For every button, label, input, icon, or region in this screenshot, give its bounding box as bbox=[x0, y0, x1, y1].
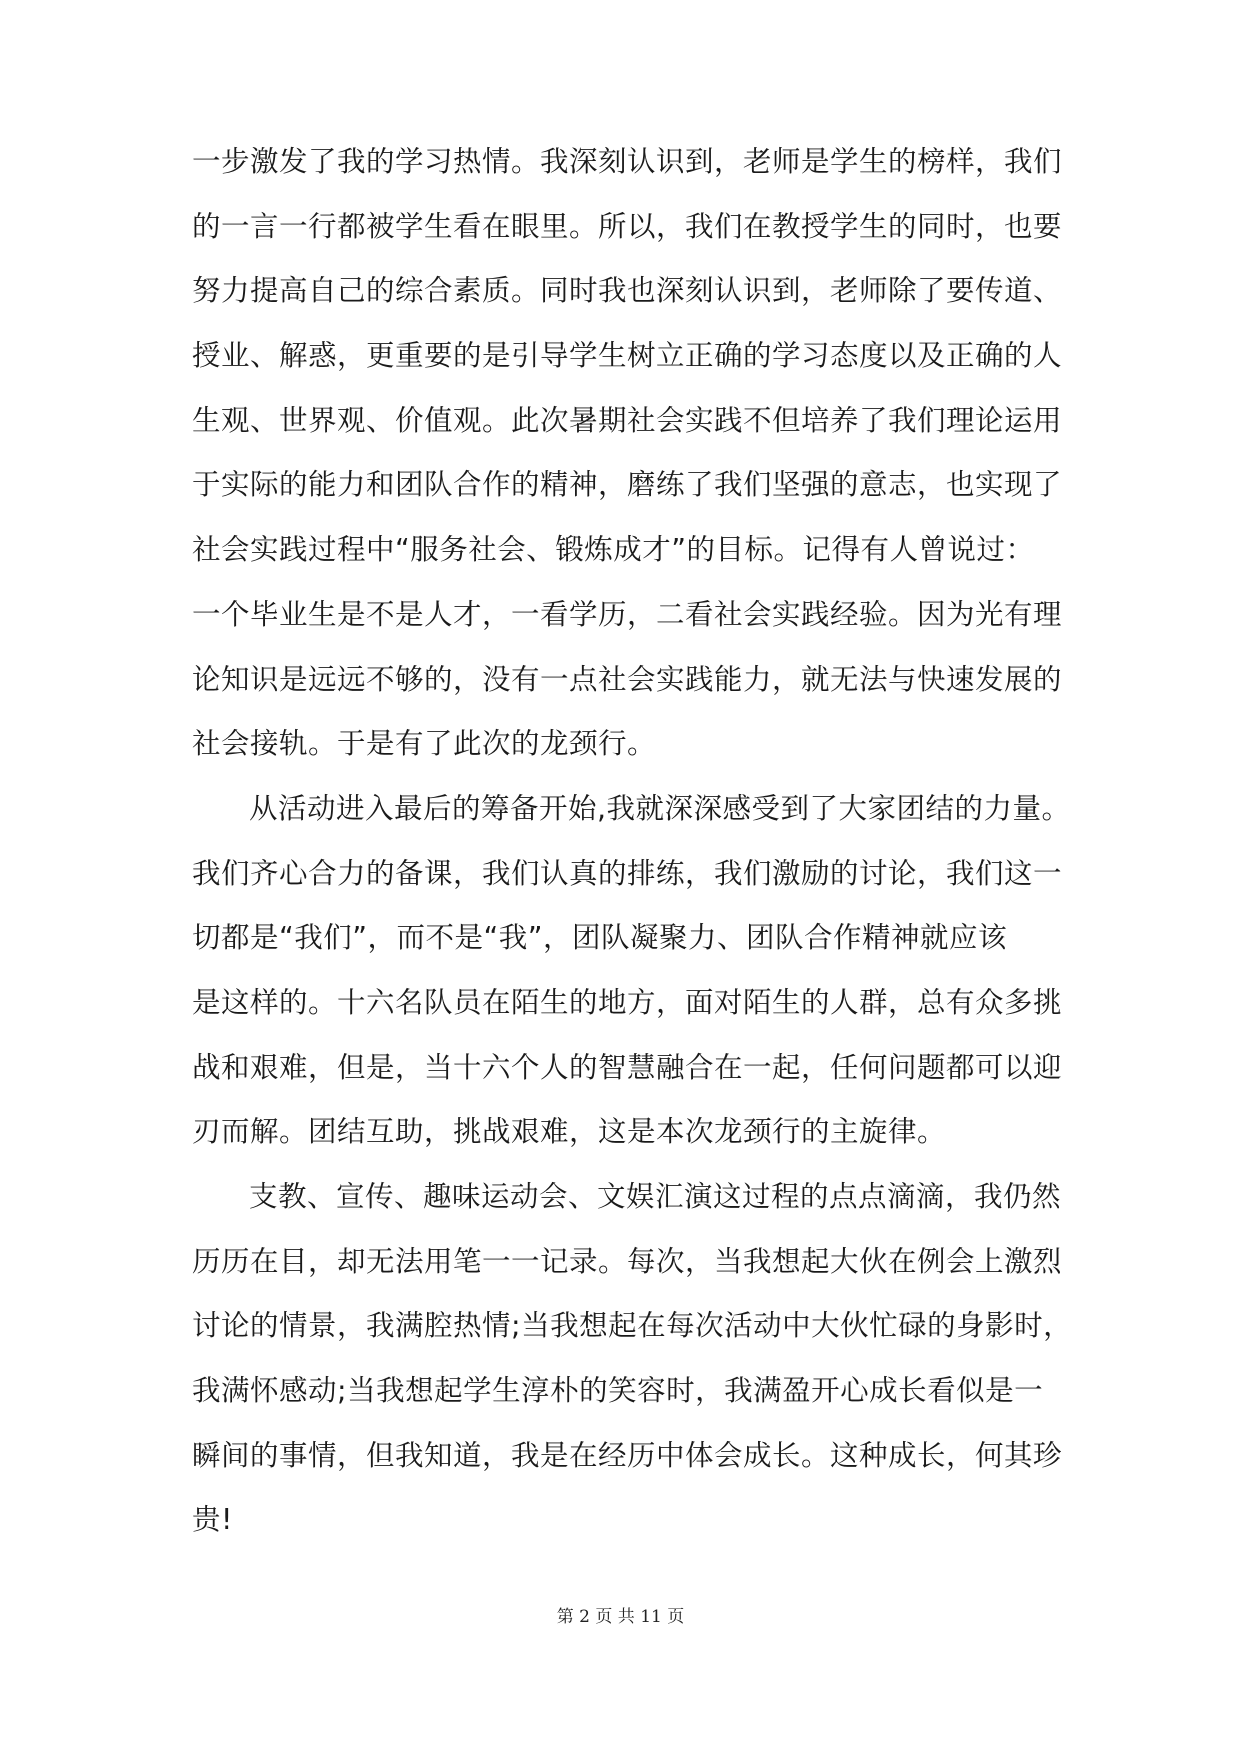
text-line: 历历在目，却无法用笔一一记录。每次，当我想起大伙在例会上激烈 bbox=[192, 1244, 1063, 1278]
text-line: 社会接轨。于是有了此次的龙颈行。 bbox=[192, 727, 657, 761]
paragraph bbox=[192, 777, 1071, 1165]
text-line: 瞬间的事情，但我知道，我是在经历中体会成长。这种成长，何其珍 bbox=[192, 1438, 1063, 1472]
document-body bbox=[192, 130, 1073, 1553]
text-line: 我满怀感动;当我想起学生淳朴的笑容时，我满盈开心成长看似是一 bbox=[192, 1374, 1044, 1408]
text-line: 社会实践过程中“服务社会、锻炼成才”的目标。记得有人曾说过： bbox=[192, 533, 1035, 567]
page-number-footer: 第 2 页 共 11 页 bbox=[556, 1607, 685, 1627]
text-line: 一步激发了我的学习热情。我深刻认识到，老师是学生的榜样，我们 bbox=[192, 145, 1063, 178]
paragraph bbox=[192, 130, 1062, 777]
text-line: 是这样的。十六名队员在陌生的地方，面对陌生的人群，总有众多挑 bbox=[192, 985, 1063, 1019]
text-line: 努力提高自己的综合素质。同时我也深刻认识到，老师除了要传道、 bbox=[192, 274, 1063, 308]
text-line: 生观、世界观、价值观。此次暑期社会实践不但培养了我们理论运用 bbox=[192, 403, 1063, 437]
paragraph bbox=[192, 1165, 1073, 1553]
text-line: 刃而解。团结互助，挑战艰难，这是本次龙颈行的主旋律。 bbox=[192, 1115, 947, 1149]
text-line: 支教、宣传、趣味运动会、文娱汇演这过程的点点滴滴，我仍然 bbox=[249, 1180, 1062, 1213]
text-line: 于实际的能力和团队合作的精神，磨练了我们坚强的意志，也实现了 bbox=[192, 468, 1063, 502]
text-line: 战和艰难，但是，当十六个人的智慧融合在一起，任何问题都可以迎 bbox=[192, 1050, 1063, 1084]
text-line: 切都是“我们”，而不是“我”，团队凝聚力、团队合作精神就应该 bbox=[192, 921, 1008, 955]
text-line: 论知识是远远不够的，没有一点社会实践能力，就无法与快速发展的 bbox=[192, 662, 1063, 696]
text-line: 授业、解惑，更重要的是引导学生树立正确的学习态度以及正确的人 bbox=[192, 339, 1063, 373]
text-line: 从活动进入最后的筹备开始,我就深深感受到了大家团结的力量。 bbox=[249, 791, 1071, 825]
text-line: 一个毕业生是不是人才，一看学历，二看社会实践经验。因为光有理 bbox=[192, 597, 1063, 631]
text-line: 我们齐心合力的备课，我们认真的排练，我们激励的讨论，我们这一 bbox=[192, 856, 1063, 890]
text-line: 讨论的情景，我满腔热情;当我想起在每次活动中大伙忙碌的身影时， bbox=[192, 1309, 1073, 1343]
text-line: 的一言一行都被学生看在眼里。所以，我们在教授学生的同时，也要 bbox=[192, 209, 1063, 243]
text-line: 贵! bbox=[192, 1503, 233, 1537]
